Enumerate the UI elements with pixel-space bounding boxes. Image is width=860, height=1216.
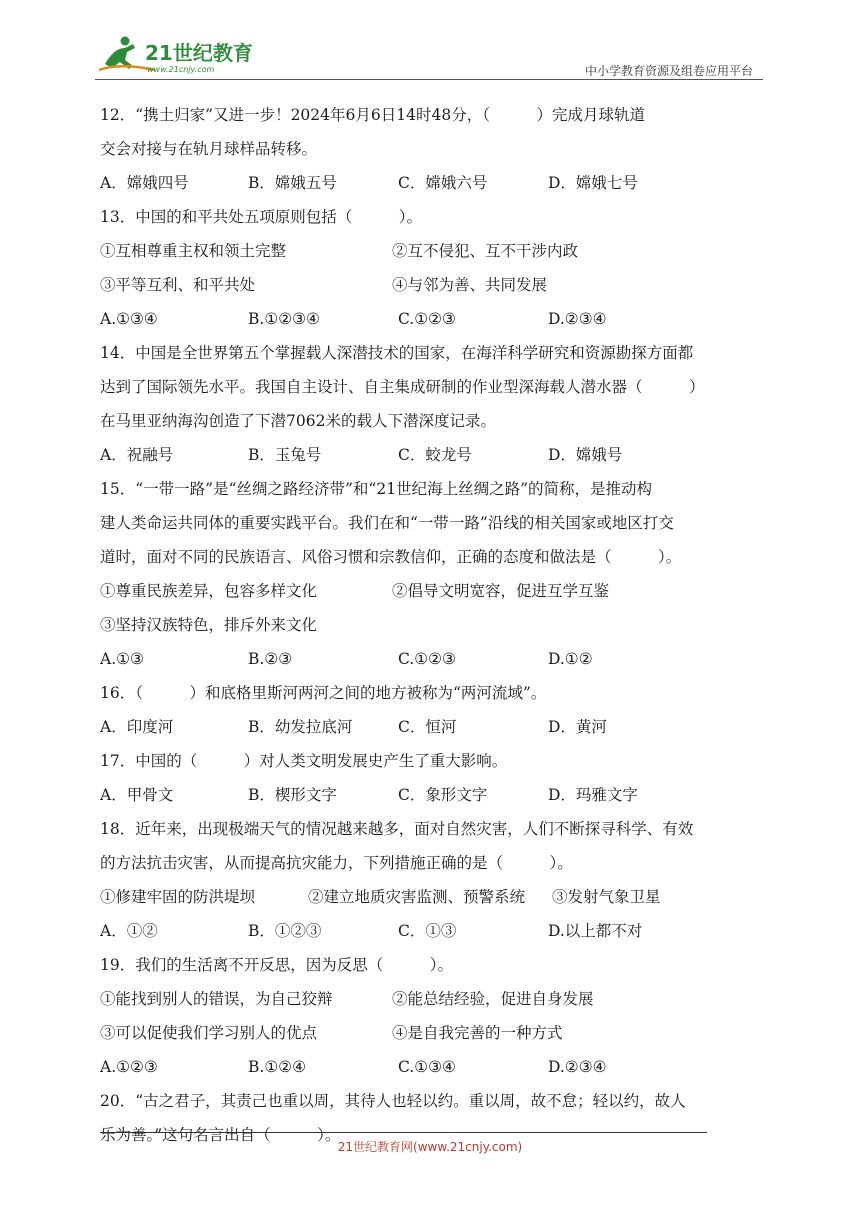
text-line: [100, 1016, 768, 1050]
answer-option: C．嫦娥六号: [398, 174, 488, 192]
header-divider: [95, 79, 763, 80]
text-line: [100, 302, 768, 336]
answer-option: B．玉兔号: [248, 446, 322, 464]
answer-option: A．印度河: [100, 718, 174, 736]
answer-option: C．①③: [398, 922, 457, 940]
statement-item: ④是自我完善的一种方式: [392, 1024, 563, 1042]
text-line: [100, 642, 768, 676]
text-line: [100, 914, 768, 948]
line-text: 在马里亚纳海沟创造了下潜7062米的载人下潜深度记录。: [100, 412, 496, 430]
answer-option: C.①②③: [398, 650, 456, 668]
statement-item: ②建立地质灾害监测、预警系统: [308, 888, 526, 906]
statement-item: ②能总结经验，促进自身发展: [392, 990, 594, 1008]
footer-text: 21世纪教育网(www.21cnjy.com): [337, 1140, 523, 1154]
answer-option: D．黄河: [548, 718, 607, 736]
logo: [95, 34, 260, 76]
logo-url: www.21cnjy.com: [147, 65, 215, 74]
line-text: 达到了国际领先水平。我国自主设计、自主集成研制的作业型深海载人潜水器（ ）: [100, 378, 705, 396]
answer-option: C.①③④: [398, 1058, 456, 1076]
text-line: [100, 608, 768, 642]
text-line: [100, 710, 768, 744]
text-line: [100, 268, 768, 302]
text-line: [100, 336, 768, 370]
text-line: [100, 846, 768, 880]
answer-option: A.①③④: [100, 310, 158, 328]
text-line: [100, 676, 768, 710]
line-text: ③坚持汉族特色，排斥外来文化: [100, 616, 318, 634]
answer-option: B．嫦娥五号: [248, 174, 337, 192]
text-line: [100, 574, 768, 608]
line-text: 的方法抗击灾害，从而提高抗灾能力，下列措施正确的是（ ）。: [100, 854, 573, 872]
text-line: [100, 1050, 768, 1084]
text-line: [100, 132, 768, 166]
statement-item: ②倡导文明宽容，促进互学互鉴: [392, 582, 610, 600]
answer-option: B．楔形文字: [248, 786, 337, 804]
answer-option: D．玛雅文字: [548, 786, 638, 804]
line-text: 13．中国的和平共处五项原则包括（ ）。: [100, 208, 422, 226]
answer-option: A．嫦娥四号: [100, 174, 189, 192]
text-line: [100, 404, 768, 438]
footer-divider: [100, 1132, 707, 1133]
text-line: [100, 948, 768, 982]
line-text: 17．中国的（ ）对人类文明发展史产生了重大影响。: [100, 752, 508, 770]
page-header: [95, 28, 763, 80]
answer-option: B.②③: [248, 650, 293, 668]
answer-option: C．恒河: [398, 718, 457, 736]
answer-option: D．嫦娥号: [548, 446, 623, 464]
text-line: [100, 506, 768, 540]
line-text: 乐为善。”这句名言出自（ ）。: [100, 1126, 341, 1144]
line-text: 交会对接与在轨月球样品转移。: [100, 140, 318, 158]
question-list: [100, 98, 768, 1152]
answer-option: C．象形文字: [398, 786, 488, 804]
text-line: [100, 438, 768, 472]
answer-option: A．甲骨文: [100, 786, 174, 804]
line-text: 12．“携土归家”又进一步！2024年6月6日14时48分，（ ）完成月球轨道: [100, 106, 645, 124]
text-line: [100, 370, 768, 404]
text-line: [100, 744, 768, 778]
answer-option: D.①②: [548, 650, 593, 668]
answer-option: A．祝融号: [100, 446, 174, 464]
statement-item: ①能找到别人的错误，为自己狡辩: [100, 990, 333, 1008]
answer-option: D.②③④: [548, 310, 607, 328]
text-line: [100, 472, 768, 506]
answer-option: D.②③④: [548, 1058, 607, 1076]
statement-item: ③平等互利、和平共处: [100, 276, 256, 294]
answer-option: D．嫦娥七号: [548, 174, 638, 192]
text-line: [100, 880, 768, 914]
statement-item: ③发射气象卫星: [552, 888, 661, 906]
text-line: [100, 98, 768, 132]
text-line: [100, 778, 768, 812]
line-text: 20．“古之君子，其责己也重以周，其待人也轻以约。重以周，故不怠；轻以约，故人: [100, 1092, 686, 1110]
line-text: 15．“一带一路”是“丝绸之路经济带”和“21世纪海上丝绸之路”的简称，是推动构: [100, 480, 652, 498]
line-text: 14．中国是全世界第五个掌握载人深潜技术的国家，在海洋科学研究和资源勘探方面都: [100, 344, 694, 362]
text-line: [100, 1084, 768, 1118]
text-line: [100, 540, 768, 574]
statement-item: ④与邻为善、共同发展: [392, 276, 548, 294]
statement-item: ①修建牢固的防洪堤坝: [100, 888, 256, 906]
answer-option: B．①②③: [248, 922, 322, 940]
line-text: 19．我们的生活离不开反思，因为反思（ ）。: [100, 956, 453, 974]
line-text: 18．近年来，出现极端天气的情况越来越多，面对自然灾害，人们不断探寻科学、有效: [100, 820, 694, 838]
logo-text: 21世纪教育: [145, 41, 253, 65]
text-line: [100, 812, 768, 846]
statement-item: ①互相尊重主权和领土完整: [100, 242, 287, 260]
answer-option: D.以上都不对: [548, 922, 643, 940]
statement-item: ①尊重民族差异，包容多样文化: [100, 582, 318, 600]
answer-option: B.①②③④: [248, 310, 320, 328]
answer-option: C．蛟龙号: [398, 446, 472, 464]
answer-option: A．①②: [100, 922, 158, 940]
line-text: 建人类命运共同体的重要实践平台。我们在和“一带一路”沿线的相关国家或地区打交: [100, 514, 674, 532]
text-line: [100, 982, 768, 1016]
line-text: 道时，面对不同的民族语言、风俗习惯和宗教信仰，正确的态度和做法是（ ）。: [100, 548, 682, 566]
statement-item: ②互不侵犯、互不干涉内政: [392, 242, 579, 260]
answer-option: B.①②④: [248, 1058, 307, 1076]
text-line: [100, 234, 768, 268]
answer-option: A.①③: [100, 650, 144, 668]
statement-item: ③可以促使我们学习别人的优点: [100, 1024, 318, 1042]
text-line: [100, 166, 768, 200]
line-text: 16．（ ）和底格里斯河两河之间的地方被称为“两河流域”。: [100, 684, 547, 702]
answer-option: C.①②③: [398, 310, 456, 328]
platform-name: 中小学教育资源及组卷应用平台: [584, 64, 753, 78]
answer-option: A.①②③: [100, 1058, 158, 1076]
text-line: [100, 200, 768, 234]
answer-option: B．幼发拉底河: [248, 718, 353, 736]
